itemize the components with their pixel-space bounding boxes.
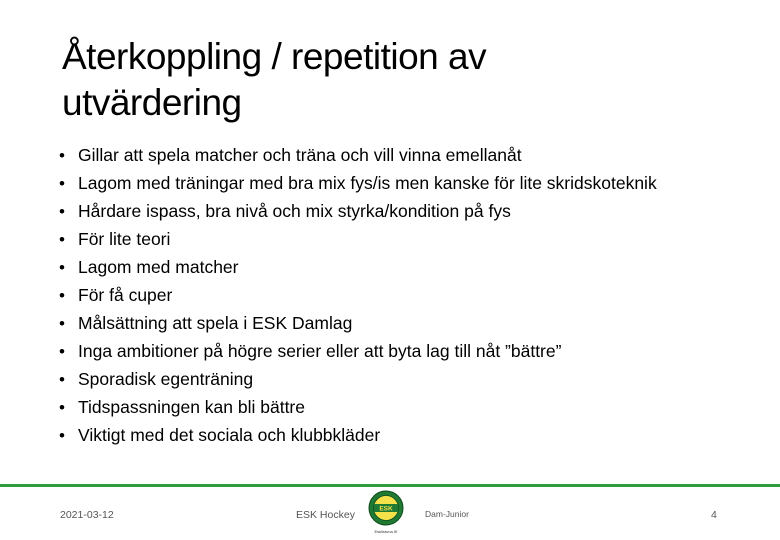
bullet-icon: •: [59, 146, 65, 165]
logo-text: ESK: [379, 505, 393, 513]
bullet-icon: •: [59, 370, 65, 389]
logo-caption: Eskilstuna IK: [374, 529, 398, 534]
bullet-list: [58, 145, 708, 453]
bullet-text: För lite teori: [78, 229, 171, 249]
club-logo-icon: [368, 490, 404, 536]
bullet-text: Gillar att spela matcher och träna och vill vinna emellanåt: [78, 145, 522, 165]
footer-divider: [0, 484, 780, 487]
bullet-icon: •: [59, 202, 65, 221]
footer-subtitle: Dam-Junior: [425, 509, 469, 519]
bullet-item: [58, 341, 708, 363]
bullet-item: [58, 285, 708, 307]
bullet-icon: •: [59, 314, 65, 333]
bullet-icon: •: [59, 286, 65, 305]
page-number: 4: [711, 509, 717, 521]
bullet-item: [58, 369, 708, 391]
bullet-text: Målsättning att spela i ESK Damlag: [78, 313, 353, 333]
bullet-item: [58, 229, 708, 251]
bullet-text: Lagom med matcher: [78, 257, 239, 277]
bullet-icon: •: [59, 398, 65, 417]
footer-date: 2021-03-12: [60, 509, 114, 521]
bullet-icon: •: [59, 174, 65, 193]
bullet-item: [58, 313, 708, 335]
bullet-item: [58, 397, 708, 419]
bullet-icon: •: [59, 258, 65, 277]
bullet-item: [58, 257, 708, 279]
bullet-icon: •: [59, 426, 65, 445]
bullet-icon: •: [59, 342, 65, 361]
footer-club-name: ESK Hockey: [296, 509, 355, 521]
bullet-text: Viktigt med det sociala och klubbkläder: [78, 425, 381, 445]
bullet-text: Lagom med träningar med bra mix fys/is men kanske för lite skridskoteknik: [78, 173, 657, 193]
bullet-text: Sporadisk egenträning: [78, 369, 254, 389]
bullet-text: För få cuper: [78, 285, 173, 305]
bullet-item: [58, 173, 708, 195]
bullet-item: [58, 145, 708, 167]
bullet-text: Inga ambitioner på högre serier eller att byta lag till nåt ”bättre”: [78, 341, 562, 361]
slide-title: [62, 34, 742, 126]
bullet-item: [58, 201, 708, 223]
bullet-item: [58, 425, 708, 447]
title-line-2: utvärdering: [62, 82, 242, 123]
bullet-text: Hårdare ispass, bra nivå och mix styrka/kondition på fys: [78, 201, 511, 221]
bullet-icon: •: [59, 230, 65, 249]
title-line-1: Återkoppling / repetition av: [62, 36, 487, 77]
bullet-text: Tidspassningen kan bli bättre: [78, 397, 305, 417]
